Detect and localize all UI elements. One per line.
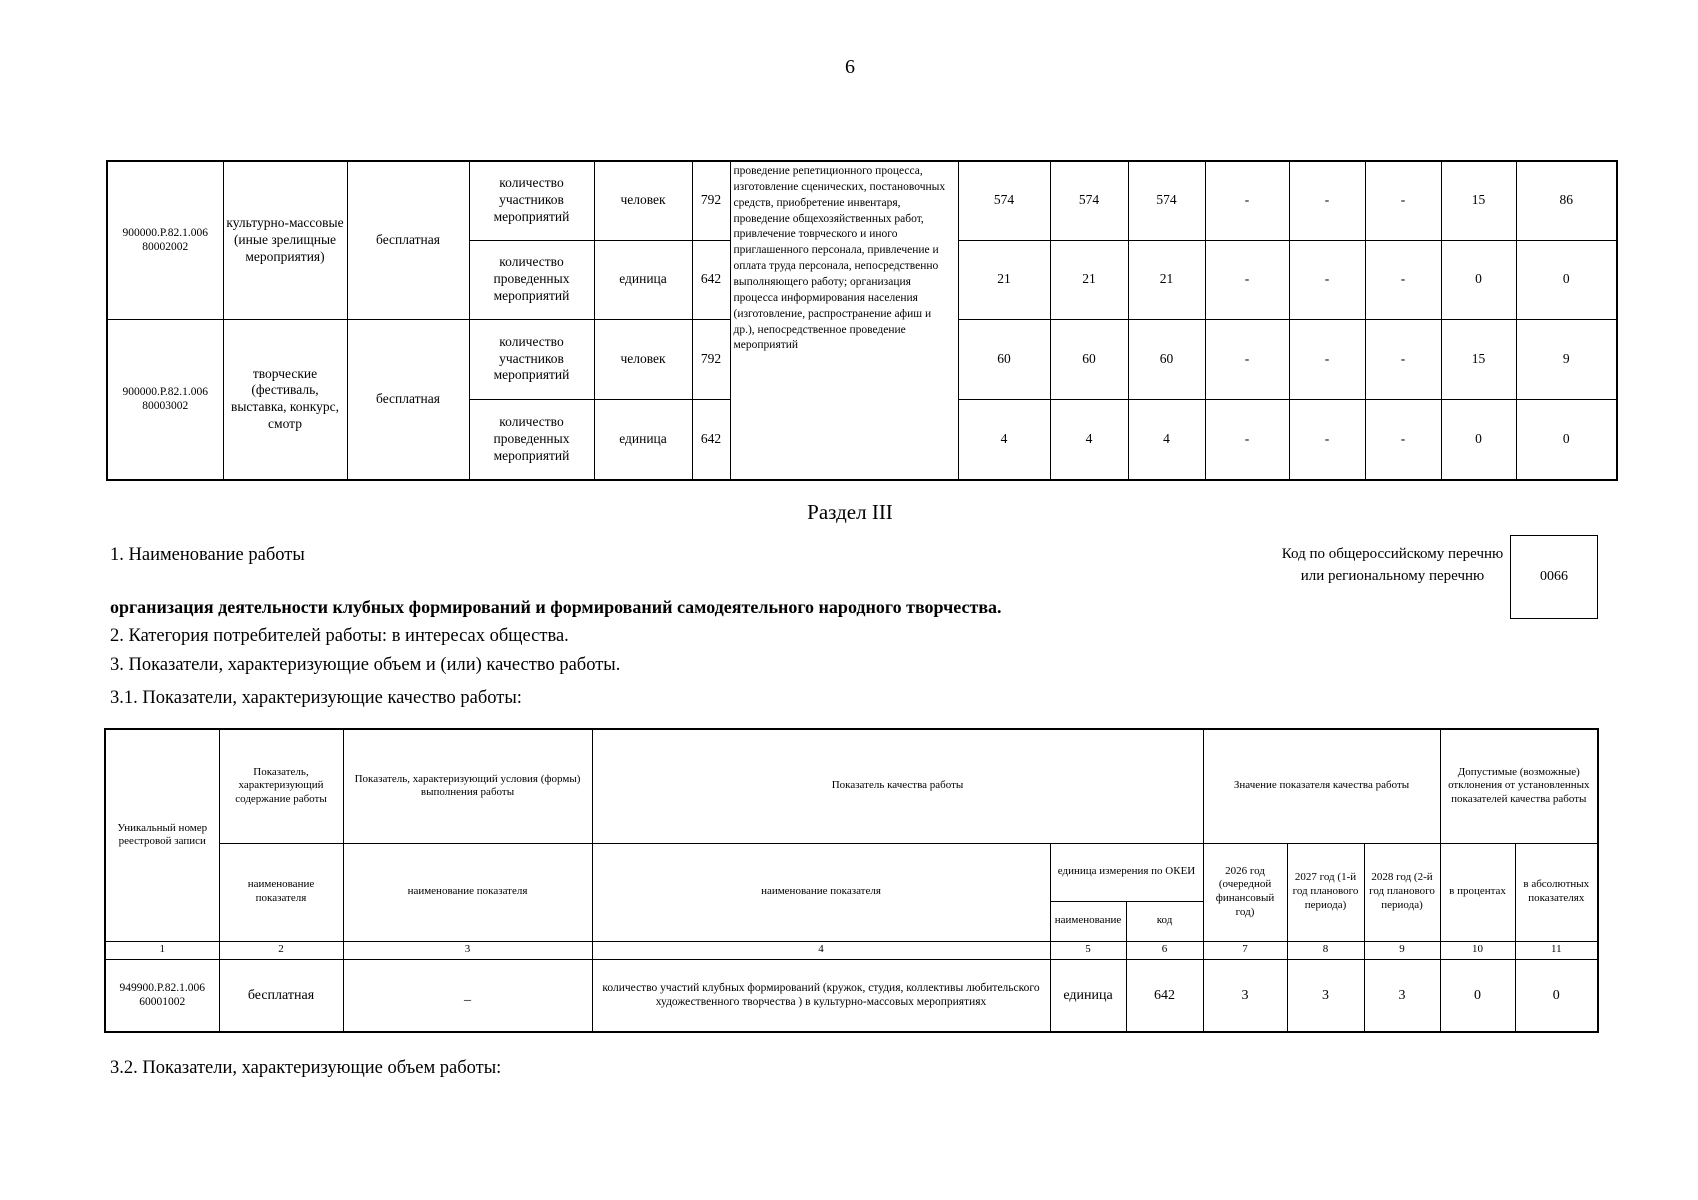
value-cell: 4 — [1050, 399, 1128, 480]
code-cell: 642 — [692, 240, 730, 319]
column-index: 11 — [1515, 941, 1598, 959]
table-row — [105, 941, 1598, 959]
code-label: Код по общероссийскому перечню или региональному перечню — [1281, 546, 1504, 584]
code-cell: 642 — [692, 399, 730, 480]
value-cell: - — [1205, 399, 1289, 480]
content-cell: культурно-массовые (иные зрелищные мероприятия) — [223, 161, 347, 319]
work-name-label: 1. Наименование работы — [110, 545, 305, 565]
value-cell: - — [1205, 240, 1289, 319]
value-cell: 0 — [1440, 959, 1515, 1032]
unit-cell: единица — [1050, 959, 1126, 1032]
column-index: 4 — [592, 941, 1050, 959]
code-cell: 792 — [692, 161, 730, 240]
value-cell: 4 — [1128, 399, 1205, 480]
code-cell: 792 — [692, 319, 730, 399]
value-cell: 0 — [1441, 240, 1516, 319]
table-row — [107, 161, 1617, 240]
value-cell: 60 — [1050, 319, 1128, 399]
quality-indicators-table — [104, 728, 1599, 1033]
value-cell: 21 — [1050, 240, 1128, 319]
value-cell: - — [1365, 399, 1441, 480]
value-cell: 9 — [1516, 319, 1617, 399]
column-index: 1 — [105, 941, 219, 959]
column-index: 6 — [1126, 941, 1203, 959]
header-content: Показатель, характеризующий содержание работы — [219, 729, 343, 843]
code-cell: 642 — [1126, 959, 1203, 1032]
header-deviations: Допустимые (возможные) отклонения от установленных показателей качества работы — [1440, 729, 1598, 843]
value-cell: 0 — [1516, 240, 1617, 319]
unit-cell: единица — [594, 240, 692, 319]
indicator-name-cell: количество проведенных мероприятий — [469, 399, 594, 480]
description-cell: проведение репетиционного процесса, изготовление сценических, постановочных средств, приобретение инвентаря, проведение общехозяйственных работ, привлечение товрческого и иного приглашенного персонала, привлечение и оплата труда персонала, непосредственно выполняющего работу; организация процесса информирования населения (изготовление, распространение афиш и др.), непосредственное проведение мероприятий — [730, 161, 958, 480]
value-cell: - — [1365, 240, 1441, 319]
table-row — [105, 959, 1598, 1032]
value-cell: 0 — [1516, 399, 1617, 480]
column-index: 3 — [343, 941, 592, 959]
value-cell: - — [1289, 319, 1365, 399]
value-cell: 0 — [1515, 959, 1598, 1032]
value-cell: 574 — [1050, 161, 1128, 240]
column-index: 5 — [1050, 941, 1126, 959]
header-content-name: наименование показателя — [219, 843, 343, 941]
unit-cell: единица — [594, 399, 692, 480]
category-line: 2. Категория потребителей работы: в интересах общества. — [110, 626, 569, 646]
header-values: Значение показателя качества работы — [1203, 729, 1440, 843]
value-cell: 3 — [1203, 959, 1287, 1032]
header-2027: 2027 год (1-й год планового периода) — [1287, 843, 1364, 941]
header-condition-name: наименование показателя — [343, 843, 592, 941]
header-percent: в процентах — [1440, 843, 1515, 941]
header-2026: 2026 год (очередной финансовый год) — [1203, 843, 1287, 941]
record-number-cell: 900000.Р.82.1.006 80003002 — [107, 319, 223, 480]
header-quality-name: наименование показателя — [592, 843, 1050, 941]
value-cell: 60 — [1128, 319, 1205, 399]
value-cell: 0 — [1441, 399, 1516, 480]
value-cell: 3 — [1287, 959, 1364, 1032]
value-cell: - — [1365, 161, 1441, 240]
column-index: 9 — [1364, 941, 1440, 959]
code-box: 0066 — [1510, 535, 1598, 619]
value-cell: - — [1289, 399, 1365, 480]
indicators-table-continued — [106, 160, 1618, 481]
value-cell: 3 — [1364, 959, 1440, 1032]
header-absolute: в абсолютных показателях — [1515, 843, 1598, 941]
column-index: 7 — [1203, 941, 1287, 959]
quality-line: 3.1. Показатели, характеризующие качество работы: — [110, 688, 522, 708]
value-cell: - — [1289, 240, 1365, 319]
indicator-name-cell: количество проведенных мероприятий — [469, 240, 594, 319]
value-cell: - — [1289, 161, 1365, 240]
value-cell: - — [1365, 319, 1441, 399]
column-index: 10 — [1440, 941, 1515, 959]
value-cell: - — [1205, 161, 1289, 240]
unit-cell: человек — [594, 319, 692, 399]
indicators-line: 3. Показатели, характеризующие объем и (или) качество работы. — [110, 655, 621, 675]
value-cell: - — [1205, 319, 1289, 399]
header-unit-okei: единица измерения по ОКЕИ — [1050, 843, 1203, 901]
unit-cell: человек — [594, 161, 692, 240]
work-name: организация деятельности клубных формирований и формирований самодеятельного народного творчества. — [110, 597, 1002, 617]
column-index: 2 — [219, 941, 343, 959]
indicator-name-cell: количество участников мероприятий — [469, 161, 594, 240]
value-cell: 574 — [1128, 161, 1205, 240]
value-cell: 15 — [1441, 319, 1516, 399]
value-cell: 4 — [958, 399, 1050, 480]
record-number-cell: 900000.Р.82.1.006 80002002 — [107, 161, 223, 319]
value-cell: 60 — [958, 319, 1050, 399]
indicator-name-cell: количество участников мероприятий — [469, 319, 594, 399]
value-cell: 86 — [1516, 161, 1617, 240]
header-record: Уникальный номер реестровой записи — [105, 729, 219, 941]
header-unit-code: код — [1126, 901, 1203, 941]
header-unit-name: наименование — [1050, 901, 1126, 941]
condition-cell: _ — [343, 959, 592, 1032]
content-cell: творческие (фестиваль, выставка, конкурс, смотр — [223, 319, 347, 480]
section-title: Раздел III — [807, 500, 893, 524]
value-cell: 15 — [1441, 161, 1516, 240]
condition-cell: бесплатная — [347, 161, 469, 319]
column-index: 8 — [1287, 941, 1364, 959]
value-cell: 21 — [958, 240, 1050, 319]
quality-name-cell: количество участий клубных формирований (кружок, студия, коллективы любительского художественного творчества ) в культурно-массовых мероприятиях — [592, 959, 1050, 1032]
condition-cell: бесплатная — [347, 319, 469, 480]
record-number-cell: 949900.Р.82.1.006 60001002 — [105, 959, 219, 1032]
page-number: 6 — [845, 56, 855, 78]
header-condition: Показатель, характеризующий условия (формы) выполнения работы — [343, 729, 592, 843]
value-cell: 21 — [1128, 240, 1205, 319]
header-quality: Показатель качества работы — [592, 729, 1203, 843]
header-2028: 2028 год (2-й год планового периода) — [1364, 843, 1440, 941]
value-cell: 574 — [958, 161, 1050, 240]
volume-line: 3.2. Показатели, характеризующие объем работы: — [110, 1058, 502, 1078]
content-cell: бесплатная — [219, 959, 343, 1032]
